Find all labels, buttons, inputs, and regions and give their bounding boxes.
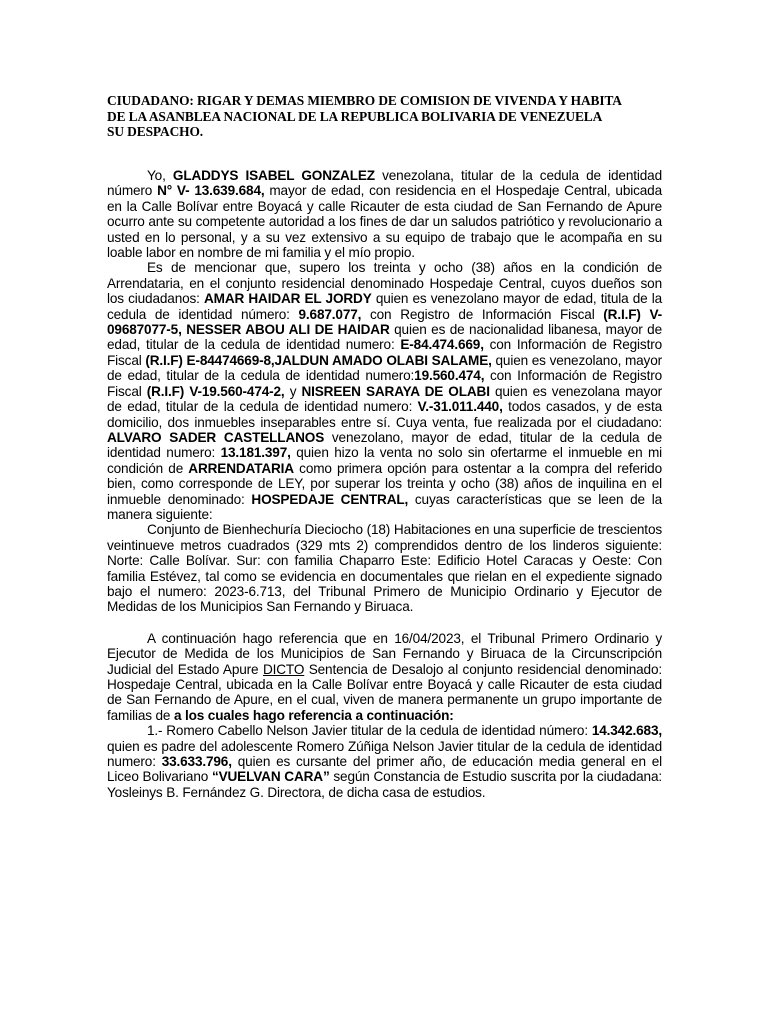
rif-number: (R.I.F) V-09687077-5, NESSER ABOU ALI DE HAIDAR <box>107 306 662 338</box>
school-name: “VUELVAN CARA” <box>211 769 330 785</box>
id-number: E-84.474.669, <box>400 337 484 353</box>
letter-body <box>107 168 662 800</box>
author-id-number: 13.639.684, <box>189 183 265 199</box>
id-number: 13.181.397, <box>220 445 291 461</box>
text: Conjunto de Bienhechuría Dieciocho (18) Habitaciones en una superficie de trescientos veintinueve metros cuadrados (329 mts 2) comprendidos dentro de los linderos siguiente: Norte: Calle Bolívar. Sur: con familia Chaparro Este: Edificio Hotel Caracas y Oeste: Con familia Estévez, tal como se evidencia en documentales que rielan en el expediente signado bajo el numero: 2023-6.713, del Tribunal Primero de Municipio Ordinario y Ejecutor de Medidas de los Municipios San Fernando y Biruaca. <box>107 522 662 615</box>
text: quien es padre del adolescente Romero Zúñiga Nelson Javier titular de la cedula de identidad numero: <box>107 738 662 770</box>
text: y <box>284 383 302 399</box>
text: quien es venezolana mayor de edad, titular de la cedula de identidad numero: <box>107 383 662 415</box>
id-label: N° V- <box>157 183 190 199</box>
text: con Registro de Información Fiscal <box>361 306 604 322</box>
text: con Información de Registro Fiscal <box>107 368 662 399</box>
text: 1.- Romero Cabello Nelson Javier titular de la cedula de identidad número: <box>147 723 592 739</box>
bold-phrase: a los cuales hago referencia a continuación: <box>173 707 454 723</box>
letter-heading <box>107 93 667 140</box>
tenant-status: ARRENDATARIA <box>188 460 294 476</box>
text: Sentencia de Desalojo al conjunto residencial denominado: Hospedaje Central, ubicada en la Calle Bolívar entre Boyacá y calle Ricauter de esta ciudad de San Fernando de Apure, en el cual, viven de manera permanente un grupo importante de familias de <box>107 661 662 723</box>
id-number: 33.633.796, <box>161 754 232 770</box>
heading-line-3: SU DESPACHO. <box>107 124 204 139</box>
text: Yo, <box>147 168 173 183</box>
author-name: GLADDYS ISABEL GONZALEZ <box>172 168 375 183</box>
text: venezolana, titular de la cedula de identidad número <box>107 168 662 199</box>
text: venezolano, mayor de edad, titular de la cedula de identidad numero: <box>107 429 662 461</box>
text: quien es de nacionalidad libanesa, mayor de edad, titular de la cedula de identidad numero: <box>107 322 663 353</box>
text: cuyas características que se leen de la manera siguiente: <box>107 491 662 522</box>
text: mayor de edad, con residencia en el Hospedaje Central, ubicada en la Calle Bolívar entre Boyacá y calle Ricauter de esta ciudad de San Fernando de Apure ocurro ante su competente autoridad a los fines de dar un saludos patriótico y revolucionario a usted en lo personal, y a su vez extensivo a su equipo de trabajo que le acompaña en su loable labor en nombre de mi familia y el mío propio. <box>107 183 663 261</box>
text: con Información de Registro Fiscal <box>107 337 662 368</box>
text: todos casados, y de esta domicilio, dos inmuebles inseparables entre sí. Cuya venta, fue realizada por el ciudadano: <box>107 399 662 430</box>
text: quien es venezolano mayor de edad, titula de la cedula de identidad número: <box>107 291 663 322</box>
text: como primera opción para ostentar a la compra del referido bien, como corresponde de LEY, por superar los treinta y ocho (38) años de inquilina en el inmueble denominado: <box>107 460 662 507</box>
id-number: 19.560.474, <box>414 368 485 384</box>
text: quien hizo la venta no solo sin ofertarme el inmueble en mi condición de <box>107 445 663 476</box>
rif-number: (R.I.F) V-19.560-474-2, <box>146 383 285 399</box>
id-number: 9.687.077, <box>298 306 362 322</box>
property-name: HOSPEDAJE CENTRAL, <box>251 491 409 507</box>
paragraph-greeting <box>107 168 662 260</box>
owner-name: NISREEN SARAYA DE OLABI <box>301 383 490 399</box>
rif-number: (R.I.F) E-84474669-8,JALDUN AMADO OLABI SALAME, <box>145 352 492 368</box>
seller-name: ALVARO SADER CASTELLANOS <box>107 429 325 445</box>
paragraph-owners <box>107 260 662 522</box>
id-number: 14.342.683, <box>591 723 662 739</box>
text: quien es cursante del primer año, de educación media general en el Liceo Bolivariano <box>107 754 662 785</box>
text: según Constancia de Estudio suscrita por la ciudadana: Yosleinys B. Fernández G. Directora, de dicha casa de estudios. <box>107 769 663 800</box>
heading-line-1: CIUDADANO: RIGAR Y DEMAS MIEMBRO DE COMISION DE VIVENDA Y HABITA <box>107 93 622 108</box>
paragraph-eviction <box>107 631 662 723</box>
text: Es de mencionar que, supero los treinta y ocho (38) años en la condición de Arrendataria, en el conjunto residencial denominado Hospedaje Central, cuyos dueños son los ciudadanos: <box>107 260 662 307</box>
text: A continuación hago referencia que en 16/04/2023, el Tribunal Primero Ordinario y Ejecutor de Medida de los Municipios de San Fernando y Biruaca de la Circunscripción Judicial del Estado Apure <box>107 630 662 677</box>
owner-name: AMAR HAIDAR EL JORDY <box>203 291 372 307</box>
paragraph-property <box>107 522 662 614</box>
id-number: V.-31.011.440, <box>417 399 503 415</box>
heading-line-2: DE LA ASANBLEA NACIONAL DE LA REPUBLICA BOLIVARIA DE VENEZUELA <box>107 108 603 124</box>
text: quien es venezolano, mayor de edad, titular de la cedula de identidad numero: <box>107 352 662 384</box>
underlined-word: DICTO <box>262 661 305 677</box>
paragraph-family-1 <box>107 723 662 800</box>
